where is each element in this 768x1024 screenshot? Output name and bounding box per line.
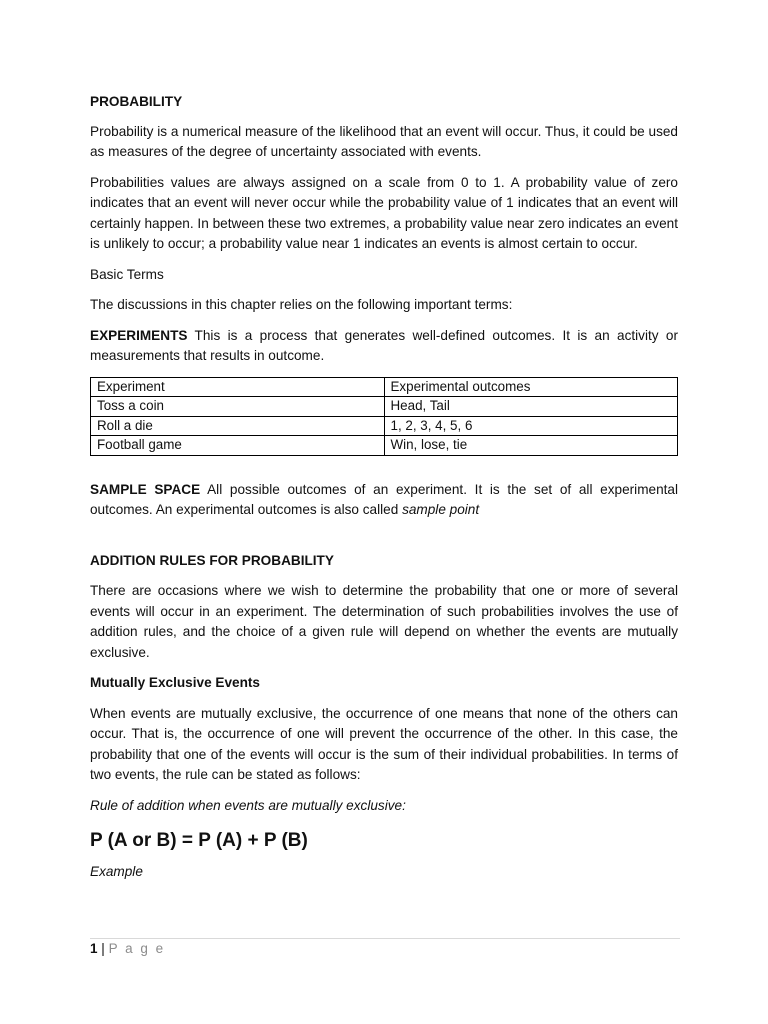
experiments-term: EXPERIMENTS bbox=[90, 327, 188, 343]
footer-separator: | bbox=[101, 941, 105, 956]
document-page bbox=[90, 92, 678, 883]
mutually-exclusive-paragraph: When events are mutually exclusive, the occurrence of one means that none of the others can occur. That is, the occurrence of one will prevent the occurrence of the other. In this case, the probability that one of the events will occur is the sum of their individual probabilities. In terms of two events, the rule can be stated as follows: bbox=[90, 705, 678, 782]
sample-space-term: SAMPLE SPACE bbox=[90, 481, 201, 497]
experiments-definition: This is a process that generates well-defined outcomes. It is an activity or measurements that results in outcome. bbox=[90, 327, 678, 363]
basic-terms-intro: The discussions in this chapter relies on the following important terms: bbox=[90, 297, 513, 312]
heading-basic-terms: Basic Terms bbox=[90, 266, 164, 282]
page-number: 1 bbox=[90, 941, 98, 956]
table-cell: 1, 2, 3, 4, 5, 6 bbox=[384, 416, 678, 436]
table-header-row bbox=[91, 377, 678, 397]
table-cell: Roll a die bbox=[91, 416, 385, 436]
sample-space-definition: All possible outcomes of an experiment. It is the set of all experimental outcomes. An experimental outcomes is also called bbox=[90, 481, 678, 517]
table-header-cell: Experiment bbox=[91, 377, 385, 397]
table-cell: Win, lose, tie bbox=[384, 436, 678, 456]
page-footer bbox=[90, 938, 680, 956]
table-row bbox=[91, 416, 678, 436]
example-label: Example bbox=[90, 864, 143, 879]
rule-caption: Rule of addition when events are mutually exclusive: bbox=[90, 797, 406, 813]
addition-rules-paragraph: There are occasions where we wish to determine the probability that one or more of several events will occur in an experiment. The determination of such probabilities involves the use of addition rules, and the choice of a given rule will depend on whether the events are mutually exclusive. bbox=[90, 583, 678, 660]
experiments-table bbox=[90, 377, 678, 456]
page-word: P a g e bbox=[108, 941, 166, 956]
sample-point-term: sample point bbox=[402, 502, 480, 517]
table-header-cell: Experimental outcomes bbox=[384, 377, 678, 397]
probability-scale-paragraph: Probabilities values are always assigned on a scale from 0 to 1. A probability value of zero indicates that an event will never occur while the probability value of 1 indicates that an event will certainly happen. In between these two extremes, a probability value near zero indicates an event is unlikely to occur; a probability value near 1 indicates an events is almost certain to occur. bbox=[90, 174, 678, 251]
table-row bbox=[91, 436, 678, 456]
heading-mutually-exclusive: Mutually Exclusive Events bbox=[90, 675, 260, 690]
experiments-paragraph bbox=[90, 326, 678, 367]
heading-addition-rules: ADDITION RULES FOR PROBABILITY bbox=[90, 552, 334, 568]
sample-space-paragraph bbox=[90, 480, 678, 521]
table-row bbox=[91, 397, 678, 417]
heading-probability: PROBABILITY bbox=[90, 94, 183, 109]
table-cell: Football game bbox=[91, 436, 385, 456]
table-cell: Head, Tail bbox=[384, 397, 678, 417]
addition-formula: P (A or B) = P (A) + P (B) bbox=[90, 830, 308, 851]
probability-definition: Probability is a numerical measure of the likelihood that an event will occur. Thus, it could be used as measures of the degree of uncertainty associated with events. bbox=[90, 123, 678, 159]
table-cell: Toss a coin bbox=[91, 397, 385, 417]
